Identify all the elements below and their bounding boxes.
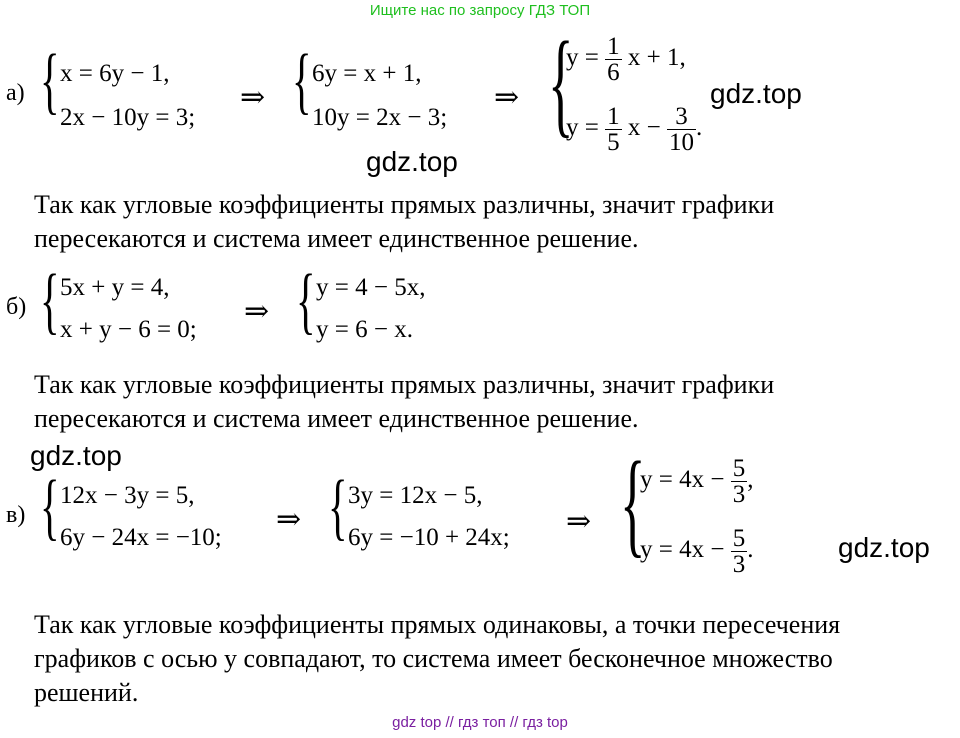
- part-b-conclusion: [34, 368, 774, 436]
- b-sys2-line2: y = 6 − x.: [316, 316, 413, 343]
- brace-icon: {: [40, 466, 60, 548]
- text-line: Так как угловые коэффициенты прямых различны, значит графики: [34, 370, 775, 399]
- brace-icon: {: [40, 260, 60, 342]
- c-sys3-line1: y = 4x − $\frac{5}{3}$ ,: [640, 455, 754, 508]
- a-sys2-line2: 10y = 2x − 3;: [312, 104, 448, 131]
- c-sys3-line2: y = 4x − $\frac{5}{3}$ .: [640, 525, 754, 578]
- c-sys1-line2: 6y − 24x = −10;: [60, 524, 222, 551]
- a-sys2-line1: 6y = x + 1,: [312, 60, 422, 87]
- implies-arrow: ⇒: [276, 503, 302, 536]
- a-sys1-line2: 2x − 10y = 3;: [60, 104, 196, 131]
- search-banner[interactable]: Ищите нас по запросу ГДЗ ТОП: [369, 2, 591, 19]
- brace-icon: {: [548, 17, 574, 148]
- brace-icon: {: [40, 40, 60, 122]
- text-line: Так как угловые коэффициенты прямых одинаковы, а точки пересечения: [34, 610, 841, 639]
- b-sys1-line2: x + y − 6 = 0;: [60, 316, 197, 343]
- fraction: $\frac{1}{6}$: [607, 33, 620, 86]
- footer-links[interactable]: gdz top // гдз топ // гдз top: [392, 714, 568, 731]
- text-line: решений.: [34, 678, 139, 707]
- part-c-label: в): [6, 502, 26, 528]
- fraction: $\frac{3}{10}$: [668, 103, 694, 156]
- text-line: графиков с осью y совпадают, то система имеет бесконечное множество: [34, 644, 833, 673]
- c-sys1-line1: 12x − 3y = 5,: [60, 482, 195, 509]
- fraction: $\frac{5}{3}$: [732, 525, 746, 578]
- implies-arrow: ⇒: [494, 81, 520, 114]
- b-sys2-line1: y = 4 − 5x,: [316, 274, 426, 301]
- brace-icon: {: [328, 466, 348, 548]
- part-b-label: б): [6, 294, 27, 320]
- implies-arrow: ⇒: [566, 505, 592, 538]
- fraction: $\frac{1}{5}$: [607, 103, 620, 156]
- fraction: $\frac{5}{3}$: [732, 455, 746, 508]
- watermark: gdz.top: [710, 78, 802, 109]
- implies-arrow: ⇒: [244, 295, 270, 328]
- watermark: gdz.top: [838, 532, 930, 563]
- c-sys2-line2: 6y = −10 + 24x;: [348, 524, 510, 551]
- part-c-conclusion: [34, 608, 840, 710]
- part-a-conclusion: [34, 188, 774, 256]
- c-sys2-line1: 3y = 12x − 5,: [348, 482, 483, 509]
- text-line: Так как угловые коэффициенты прямых различны, значит графики: [34, 190, 775, 219]
- watermark: gdz.top: [30, 440, 122, 471]
- text-line: пересекаются и система имеет единственное решение.: [34, 224, 639, 253]
- brace-icon: {: [296, 260, 316, 342]
- implies-arrow: ⇒: [240, 81, 266, 114]
- brace-icon: {: [620, 437, 646, 568]
- b-sys1-line1: 5x + y = 4,: [60, 274, 170, 301]
- a-sys1-line1: x = 6y − 1,: [60, 60, 170, 87]
- part-a-label: а): [6, 80, 25, 106]
- a-sys3-line2: y = $\frac{1}{5}$ x − $\frac{3}{10}$ .: [566, 103, 703, 156]
- brace-icon: {: [292, 40, 312, 122]
- a-sys3-line1: y = $\frac{1}{6}$ x + 1,: [566, 33, 686, 86]
- text-line: пересекаются и система имеет единственное решение.: [34, 404, 639, 433]
- watermark: gdz.top: [366, 146, 458, 177]
